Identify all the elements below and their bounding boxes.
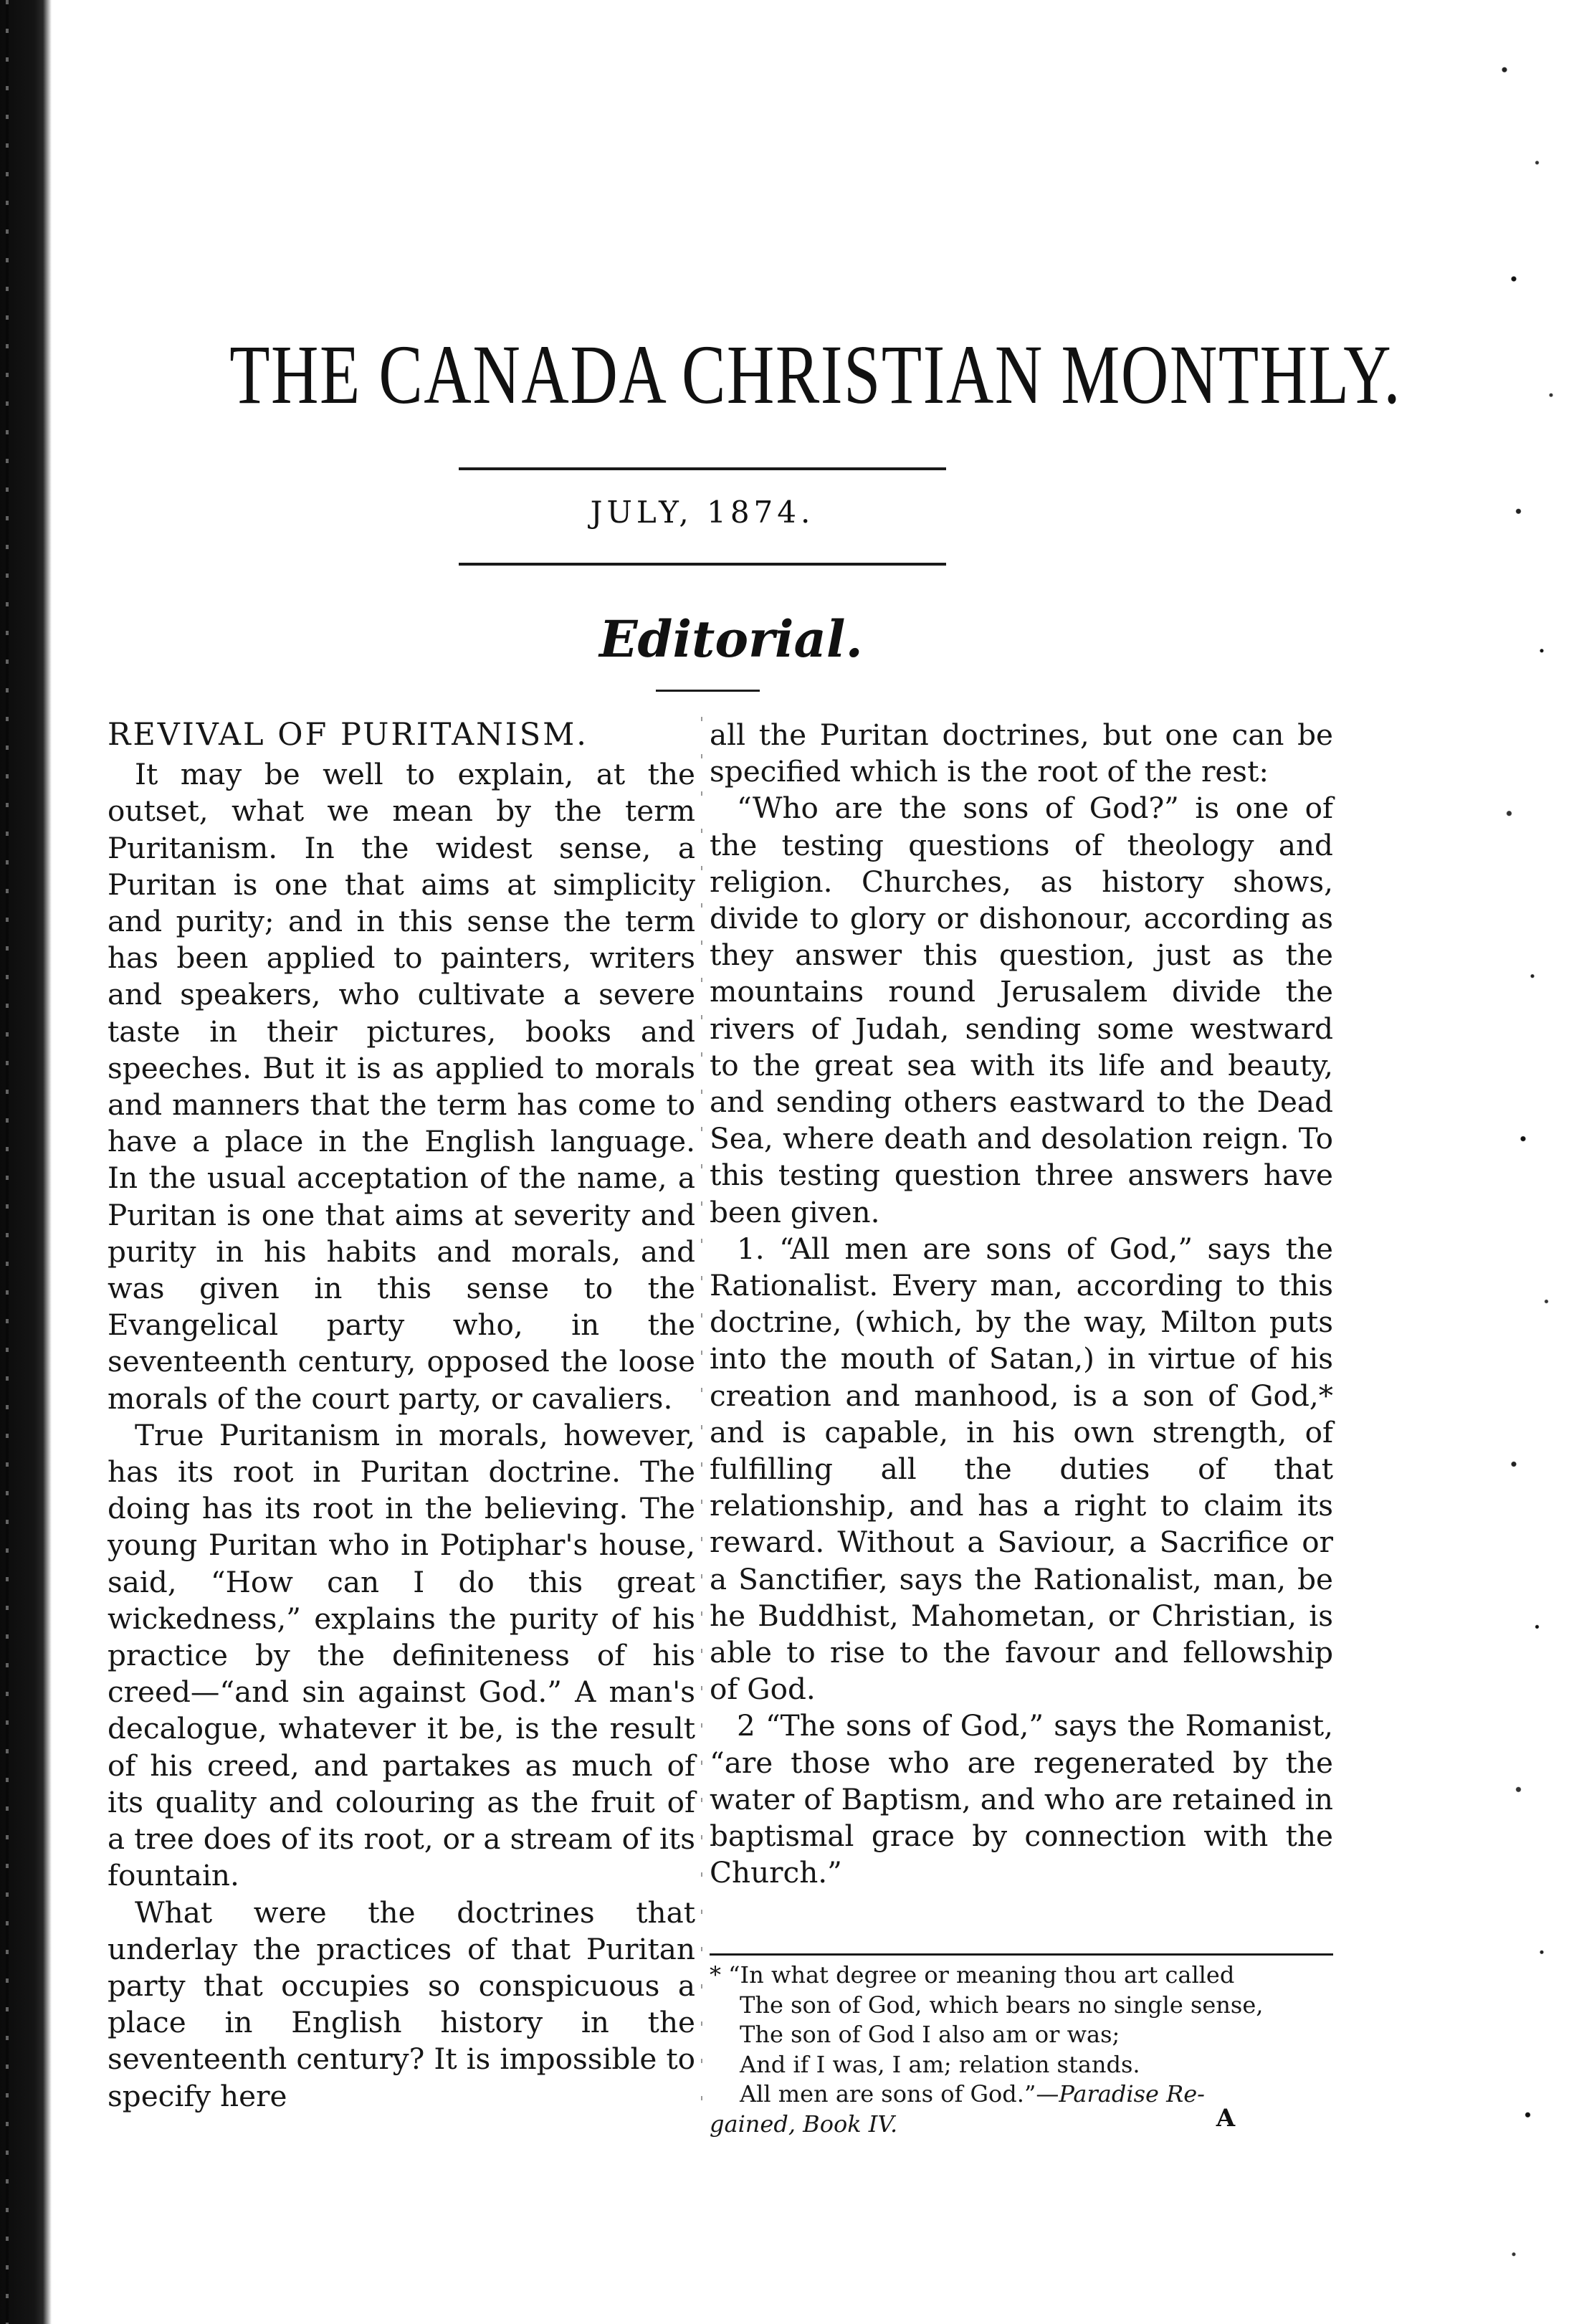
issue-date: JULY, 1874. [590,495,815,530]
column-divider [701,717,702,2122]
footnote-rule [710,1953,1333,1956]
signature-mark: A [1216,2104,1236,2133]
left-column [108,717,695,2113]
masthead-rule-bottom [459,563,946,566]
article-title: REVIVAL OF PURITANISM. [108,717,588,753]
article-paragraph: It may be well to explain, at the outset, what we mean by the term Puritanism. In the widest sense, a Puritan is one that aims at simplicity and purity; and in this sense the term has been applied to painters, writers and speakers, who cultivate a severe taste in their pictures, books and speeches. But it is as applied to morals and manners that the term has come to have a place in the English language. In the usual acceptation of the name, a Puritan is one that aims at severity and purity in his habits and morals, and was given in this sense to the Evangelical party who, in the seventeenth century, opposed the loose morals of the court party, or cavaliers. [108,757,695,1416]
footnote-line: The son of God, which bears no single sense, [740,1991,1264,2019]
section-heading-underline [656,690,760,692]
section-heading: Editorial. [599,609,863,669]
article-paragraph: What were the doctrines that underlay the practices of that Puritan party that occupies so conspicuous a place in English history in the seventeenth century? It is impossible to specify here [108,1895,695,2113]
article-paragraph: 1. “All men are sons of God,” says the Rationalist. Every man, according to this doctrine, (which, by the way, Milton puts into the mouth of Satan,) in virtue of his creation and manhood, is a son of God,* and is capable, in his own strength, of fulfilling all the duties of that relationship, and has a right to claim its reward. Without a Saviour, a Sacrifice or a Sanctifier, says the Rationalist, man, be he Buddhist, Mahometan, or Christian, is able to rise to the favour and fellowship of God. [710,1231,1333,1707]
footnote-citation-continued: gained, Book IV. [710,2110,898,2138]
article-paragraph: True Puritanism in morals, however, has its root in Puritan doctrine. The doing has its root in the believing. The young Puritan who in Potiphar's house, said, “How can I do this great wickedness,” explains the purity of his practice by the definiteness of his creed—“and sin against God.” A man's decalogue, whatever it be, is the result of his creed, and partakes as much of its quality and colouring as the fruit of a tree does of its root, or a stream of its fountain. [108,1417,695,1893]
right-column [710,717,1333,1907]
binding-edge [0,0,52,2324]
footnote-line: All men are sons of God.”— [740,2080,1059,2108]
masthead-title: THE CANADA CHRISTIAN MONTHLY. [229,328,1402,422]
footnote-line: The son of God I also am or was; [740,2021,1120,2048]
footnote-line: And if I was, I am; relation stands. [740,2050,1140,2078]
footnote-citation: Paradise Re- [1059,2080,1205,2108]
article-paragraph: “Who are the sons of God?” is one of the testing questions of theology and religion. Churches, as history shows, divide to glory or dishonour, according as they answer this question, just as the mountains round Jerusalem divide the rivers of Judah, sending some westward to the great sea with its life and beauty, and sending others eastward to the Dead Sea, where death and desolation reign. To this testing question three answers have been given. [710,791,1333,1229]
masthead-rule-top [459,467,946,470]
article-paragraph: all the Puritan doctrines, but one can be specified which is the root of the rest: [710,718,1333,789]
article-paragraph: 2 “The sons of God,” says the Romanist, “are those who are regenerated by the water of Baptism, and who are retained in baptismal grace by connection with the Church.” [710,1708,1333,1890]
footnote-line: * “In what degree or meaning thou art called [710,1961,1235,1989]
scan-noise [1486,0,1579,2324]
